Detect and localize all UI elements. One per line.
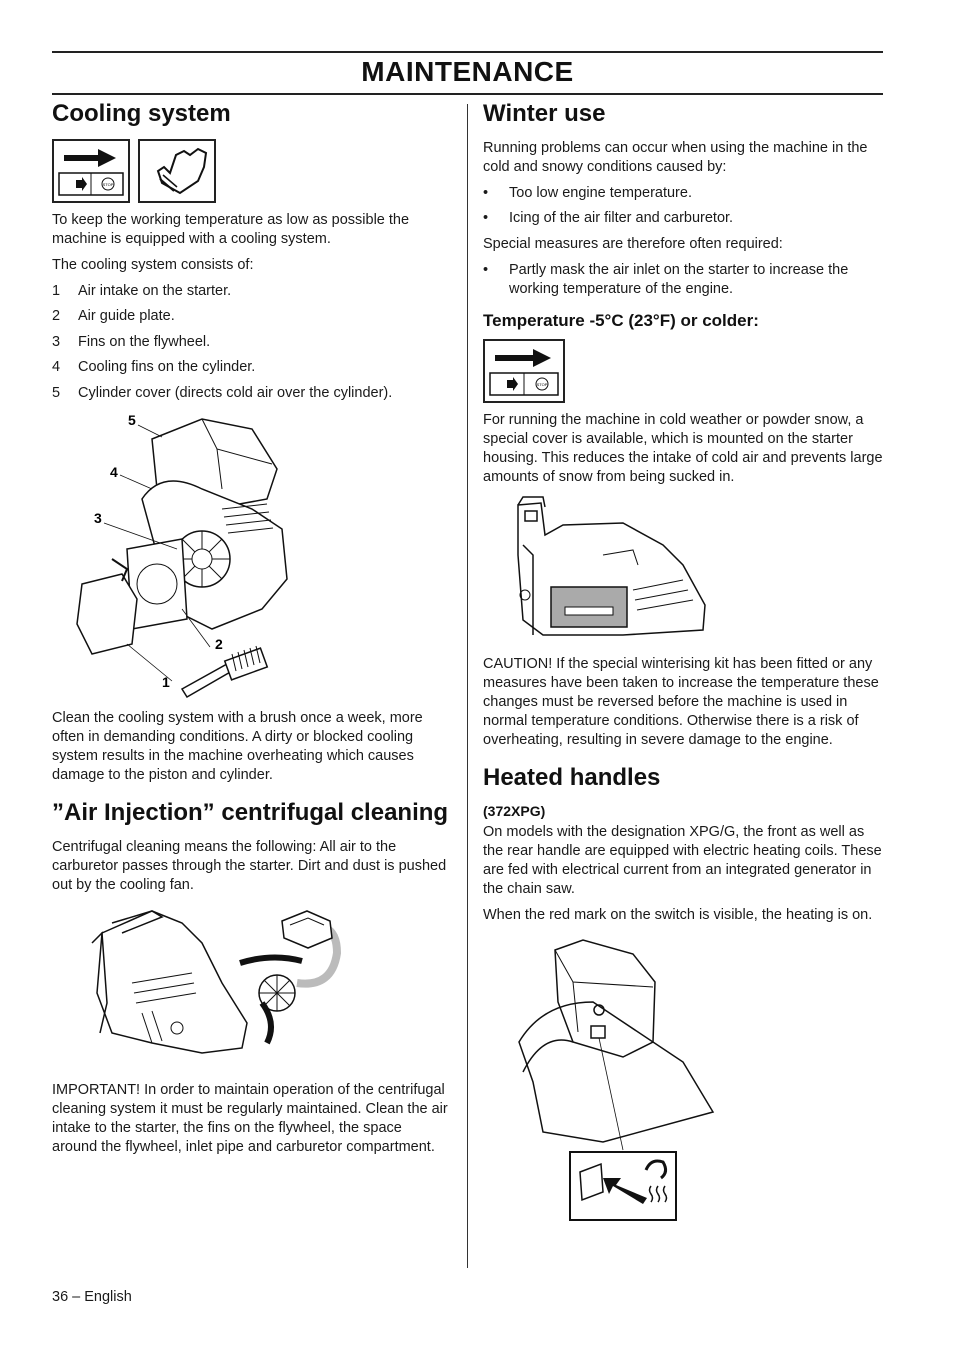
svg-text:STOP: STOP (536, 381, 548, 387)
column-divider (467, 104, 468, 1268)
cooling-system-heading: Cooling system (52, 100, 231, 127)
list-item: • Icing of the air filter and carburetor. (483, 210, 734, 227)
caution-text: CAUTION! If the special winterising kit has been fitted or any measures have been taken to increase the temperature these changes must be reversed before the machine is used in normal temperature conditions. Otherwise there is a risk of overheating, resulting in severe damage to the engine. (483, 655, 879, 748)
winter-intro: Running problems can occur when using the machine in the cold and snowy conditions caused by: (483, 139, 868, 175)
svg-text:5: 5 (128, 412, 136, 429)
protective-glove-icon (138, 139, 216, 203)
cooling-clean-text: Clean the cooling system with a brush once a week, more often in demanding conditions. A dirty or blocked cooling system results in the machine overheating which causes damage to the piston and cylinder. (52, 710, 423, 784)
top-rule (52, 51, 883, 53)
list-item: 2 Air guide plate. (52, 308, 175, 325)
air-injection-illustration (52, 903, 450, 1075)
stop-switch-icon (52, 139, 130, 203)
page-title: MAINTENANCE (361, 56, 574, 87)
model-designation: (372XPG) (483, 802, 546, 819)
temperature-heading: Temperature -5°C (23°F) or colder: (483, 310, 759, 330)
heated-handle-illustration (483, 932, 883, 1222)
winter-measures-list (483, 261, 883, 299)
list-item: • Partly mask the air inlet on the starter to increase the working temperature of the engine. (483, 261, 849, 297)
page-footer: 36 – English (52, 1289, 132, 1305)
cooling-consists: The cooling system consists of: (52, 256, 254, 273)
winter-causes-list (483, 184, 883, 229)
svg-text:3: 3 (94, 510, 102, 527)
svg-text:STOP: STOP (102, 181, 114, 187)
cooling-system-illustration (52, 409, 450, 709)
svg-text:1: 1 (162, 674, 170, 691)
cooling-icons (52, 139, 450, 205)
right-column (483, 100, 883, 1222)
svg-text:4: 4 (110, 464, 118, 481)
header-rule (52, 93, 883, 95)
svg-text:2: 2 (215, 636, 223, 653)
cooling-parts-list (52, 282, 450, 403)
winter-cover-illustration (483, 495, 883, 645)
heated-text-2: When the red mark on the switch is visible, the heating is on. (483, 906, 873, 923)
list-item: 4 Cooling fins on the cylinder. (52, 359, 256, 376)
air-injection-heading: ”Air Injection” centrifugal cleaning (52, 799, 449, 827)
temperature-text: For running the machine in cold weather or powder snow, a special cover is available, which is mounted on the starter housing. This reduces the intake of cold air and prevents large amounts of snow from being sucked in. (483, 411, 883, 485)
stop-switch-icon (483, 339, 565, 403)
list-item: 1 Air intake on the starter. (52, 282, 232, 299)
left-column (52, 100, 450, 1164)
winter-measures-intro: Special measures are therefore often required: (483, 235, 783, 252)
list-item: 3 Fins on the flywheel. (52, 333, 211, 350)
winter-use-heading: Winter use (483, 100, 606, 127)
list-item: 5 Cylinder cover (directs cold air over the cylinder). (52, 384, 393, 401)
heated-handles-heading: Heated handles (483, 763, 661, 791)
air-injection-text: Centrifugal cleaning means the following: All air to the carburetor passes through the starter. Dirt and dust is pushed out by the cooling fan. (52, 839, 447, 894)
list-item: • Too low engine temperature. (483, 184, 692, 201)
cooling-intro: To keep the working temperature as low as possible the machine is equipped with a cooling system. (52, 211, 410, 247)
important-text: IMPORTANT! In order to maintain operation of the centrifugal cleaning system it must be regularly maintained. Clean the air intake to the starter, the fins on the flywheel, the space around the flywheel, inlet pipe and carburetor compartment. (52, 1082, 448, 1156)
heated-text-1: On models with the designation XPG/G, the front as well as the rear handle are equipped with electric heating coils. These are fed with electrical current from an integrated generator in the chain saw. (483, 823, 882, 897)
